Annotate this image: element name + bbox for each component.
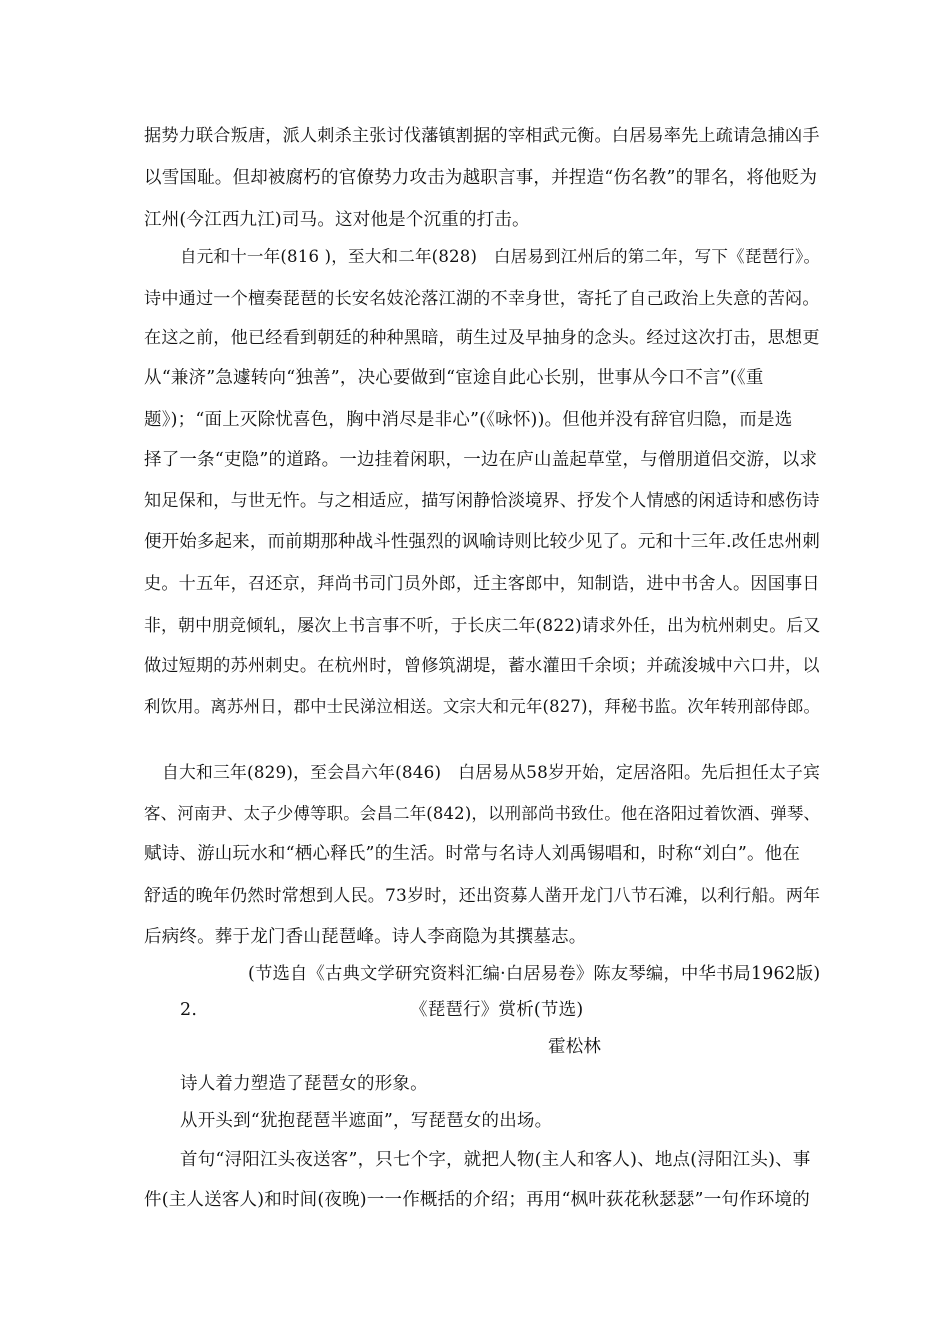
paragraph-2-line-12: 利饮用。离苏州日，郡中士民涕泣相送。文宗大和元年(827)，拜秘书监。次年转刑部侍郎。 [144, 697, 821, 716]
paragraph-6-line-2: 件(主人送客人)和时间(夜晚)一一作概括的介绍；再用“枫叶荻花秋瑟瑟”一句作环境的 [144, 1190, 810, 1210]
paragraph-2-line-9: 史。十五年，召还京，拜尚书司门员外郎，迁主客郎中，知制诰，进中书舍人。因国事日 [144, 574, 820, 594]
paragraph-1-line-2: 以雪国耻。但却被腐朽的官僚势力攻击为越职言事，并捏造“伤名教”的罪名，将他贬为 [144, 168, 818, 188]
paragraph-2-line-7: 知足保和，与世无忤。与之相适应，描写闲静恰淡境界、抒发个人情感的闲适诗和感伤诗 [144, 491, 820, 511]
paragraph-4: 诗人着力塑造了琵琶女的形象。 [180, 1074, 428, 1094]
paragraph-3-line-5: 后病终。葬于龙门香山琵琶峰。诗人李商隐为其撰墓志。 [144, 927, 587, 947]
paragraph-2-line-3: 在这之前，他已经看到朝廷的种种黑暗，萌生过及早抽身的念头。经过这次打击，思想更 [144, 328, 820, 348]
paragraph-2-line-1: 自元和十一年(816 )，至大和二年(828) 白居易到江州后的第二年，写下《琵琶行》。 [180, 247, 821, 266]
paragraph-3-line-4: 舒适的晚年仍然时常想到人民。73岁时，还出资募人凿开龙门八节石滩，以利行船。两年 [144, 886, 821, 906]
paragraph-3-line-1: 自大和三年(829)，至会昌六年(846) 白居易从58岁开始，定居洛阳。先后担任太子宾 [162, 762, 821, 782]
paragraph-2-line-5: 题》)；“面上灭除忧喜色，胸中消尽是非心”(《咏怀))。但他并没有辞官归隐，而是选 [144, 410, 793, 430]
paragraph-2-line-8: 便开始多起来，而前期那种战斗性强烈的讽喻诗则比较少见了。元和十三年.改任忠州刺 [144, 532, 820, 552]
paragraph-2-line-11: 做过短期的苏州刺史。在杭州时，曾修筑湖堤，蓄水灌田千余顷；并疏浚城中六口井，以 [144, 656, 820, 676]
paragraph-1-line-3: 江州(今江西九江)司马。这对他是个沉重的打击。 [144, 210, 530, 230]
paragraph-3-line-2: 客、河南尹、太子少傅等职。会昌二年(842)，以刑部尚书致仕。他在洛阳过着饮酒、弹琴、 [144, 804, 821, 823]
section-author: 霍松林 [548, 1037, 602, 1057]
section-number: 2. [180, 1000, 198, 1020]
source-note: (节选自《古典文学研究资料汇编·白居易卷》陈友琴编，中华书局1962版) [248, 964, 821, 984]
paragraph-2-line-10: 非，朝中朋竞倾轧，屡次上书言事不听，于长庆二年(822)请求外任，出为杭州刺史。后又 [144, 615, 821, 635]
paragraph-2-line-4: 从“兼济”急遽转向“独善”，决心要做到“宦途自此心长别，世事从今口不言”(《重 [144, 368, 764, 388]
paragraph-2-line-2: 诗中通过一个檀奏琵琶的长安名妓沦落江湖的不幸身世，寄托了自己政治上失意的苦闷。 [144, 289, 820, 309]
paragraph-5: 从开头到“犹抱琵琶半遮面”，写琵琶女的出场。 [180, 1111, 553, 1131]
paragraph-3-line-3: 赋诗、游山玩水和“栖心释氏”的生活。时常与名诗人刘禹锡唱和，时称“刘白”。他在 [144, 844, 801, 864]
section-title: 《琵琶行》赏析(节选) [410, 1000, 584, 1020]
paragraph-6-line-1: 首句“浔阳江头夜送客”，只七个字，就把人物(主人和客人)、地点(浔阳江头)、事 [180, 1150, 811, 1170]
paragraph-2-line-6: 择了一条“吏隐”的道路。一边挂着闲职，一边在庐山盖起草堂，与僧朋道侣交游，以求 [144, 450, 818, 470]
paragraph-1-line-1: 据势力联合叛唐，派人刺杀主张讨伐藩镇割据的宰相武元衡。白居易率先上疏请急捕凶手 [144, 126, 820, 146]
